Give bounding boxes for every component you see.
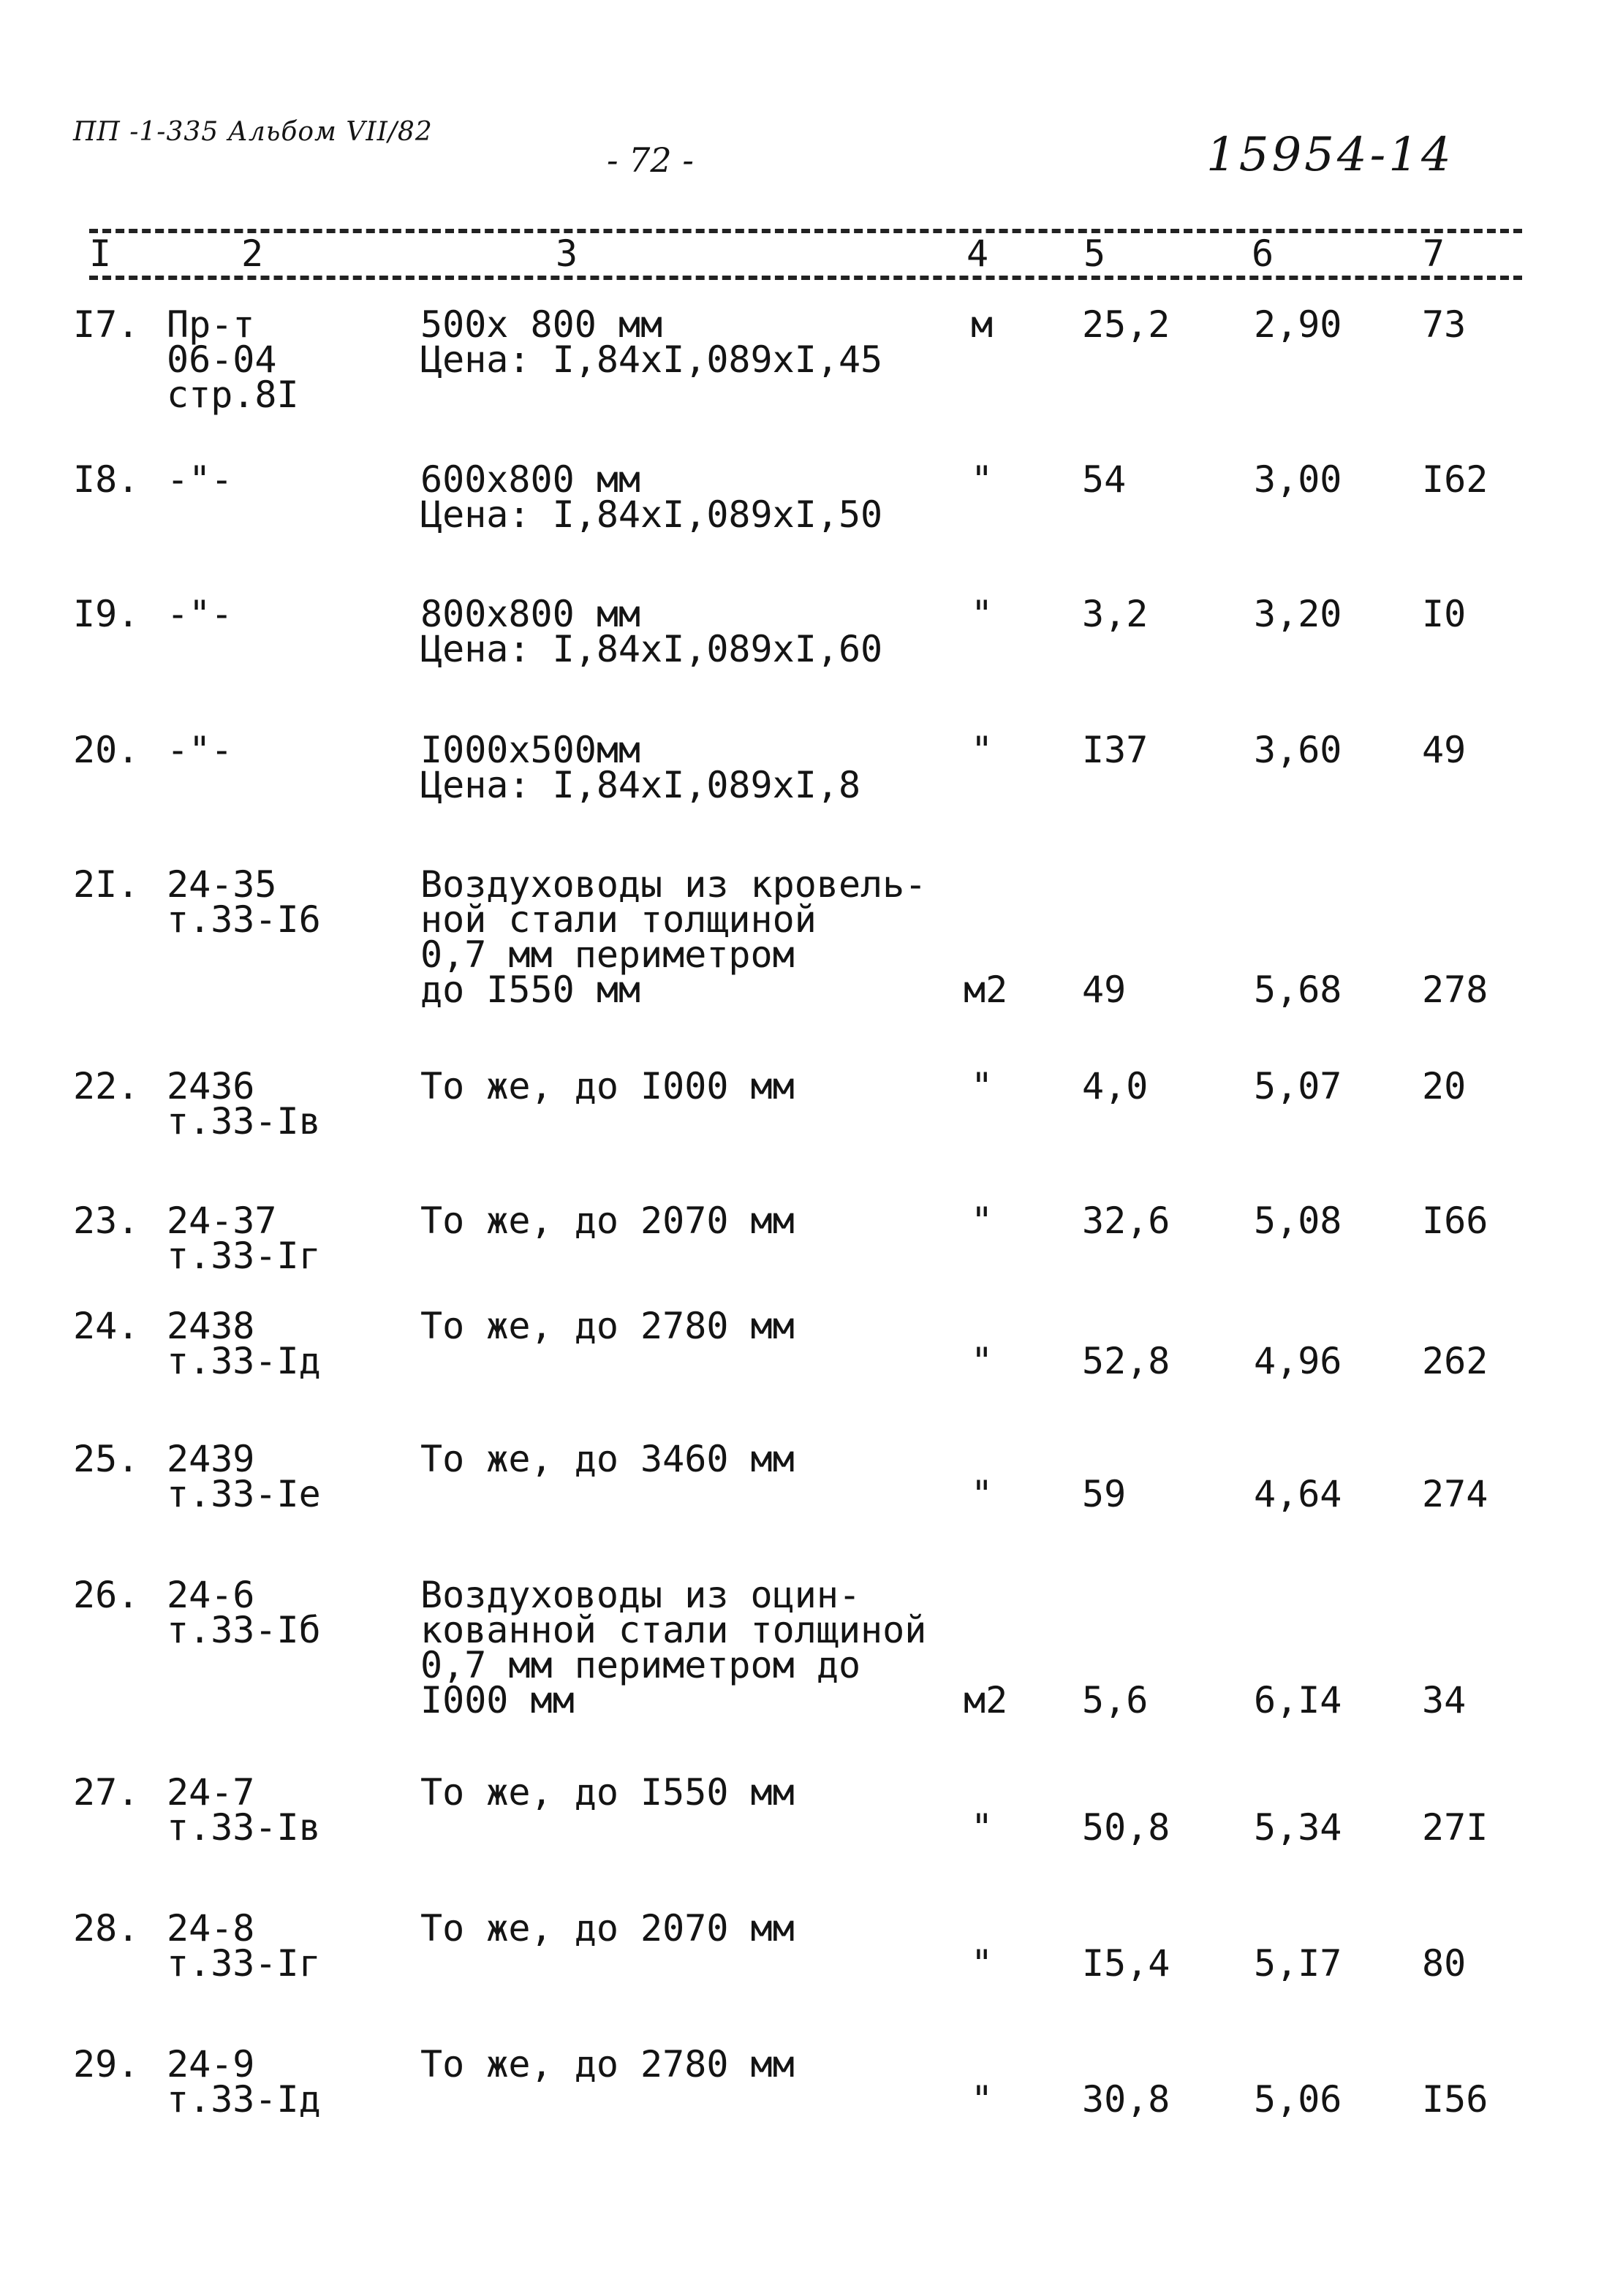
row-number: 26. <box>73 1574 140 1616</box>
total: 49 <box>1422 729 1467 771</box>
unit-price: 6,I4 <box>1254 1679 1342 1721</box>
row-number: I9. <box>73 593 140 635</box>
quantity: 54 <box>1082 458 1127 501</box>
norm-reference: 24-9 т.33-Iд <box>167 2043 321 2121</box>
unit-price: 5,08 <box>1254 1200 1342 1242</box>
unit: " <box>970 1473 994 1515</box>
quantity: 25,2 <box>1082 303 1170 346</box>
norm-reference: -"- <box>167 458 233 501</box>
quantity: 30,8 <box>1082 2078 1170 2121</box>
unit-price: 5,I7 <box>1254 1942 1342 1985</box>
unit: " <box>970 2078 994 2121</box>
item-description: То же, до 2070 мм <box>420 1200 795 1242</box>
total: 73 <box>1422 303 1467 346</box>
document-code: ПП -1-335 Альбом VII/82 <box>73 117 433 147</box>
row-number: 27. <box>73 1771 140 1814</box>
row-number: 23. <box>73 1200 140 1242</box>
quantity: 59 <box>1082 1473 1127 1515</box>
row-number: 28. <box>73 1907 140 1950</box>
total: 278 <box>1422 969 1488 1011</box>
quantity: 4,0 <box>1082 1065 1149 1107</box>
row-number: I8. <box>73 458 140 501</box>
unit-price: 3,20 <box>1254 593 1342 635</box>
item-description: 600х800 мм Цена: I,84хI,089хI,50 <box>420 458 883 536</box>
total: I62 <box>1422 458 1488 501</box>
unit: " <box>970 458 994 501</box>
norm-reference: -"- <box>167 729 233 771</box>
row-number: 25. <box>73 1438 140 1480</box>
unit-price: 4,96 <box>1254 1340 1342 1382</box>
row-number: I7. <box>73 303 140 346</box>
row-number: 20. <box>73 729 140 771</box>
norm-reference: Пр-т 06-04 стр.8I <box>167 303 299 416</box>
unit: " <box>970 729 994 771</box>
norm-reference: 2436 т.33-Iв <box>167 1065 321 1143</box>
unit-price: 5,07 <box>1254 1065 1342 1107</box>
quantity: 50,8 <box>1082 1806 1170 1849</box>
item-description: То же, до 2070 мм <box>420 1907 795 1950</box>
row-number: 24. <box>73 1305 140 1347</box>
total: 274 <box>1422 1473 1488 1515</box>
unit: м <box>970 303 994 346</box>
quantity: 32,6 <box>1082 1200 1170 1242</box>
quantity: I37 <box>1082 729 1149 771</box>
quantity: I5,4 <box>1082 1942 1170 1985</box>
unit: " <box>970 1806 994 1849</box>
unit-price: 5,06 <box>1254 2078 1342 2121</box>
column-header-4: 4 <box>966 232 989 275</box>
unit-price: 5,34 <box>1254 1806 1342 1849</box>
unit: " <box>970 1942 994 1985</box>
norm-reference: 24-37 т.33-Iг <box>167 1200 321 1277</box>
unit: " <box>970 593 994 635</box>
row-number: 29. <box>73 2043 140 2085</box>
total: 34 <box>1422 1679 1467 1721</box>
item-description: I000х500мм Цена: I,84хI,089хI,8 <box>420 729 861 806</box>
unit-price: 3,00 <box>1254 458 1342 501</box>
quantity: 5,6 <box>1082 1679 1149 1721</box>
item-description: Воздуховоды из оцин- кованной стали толщиной 0,7 мм периметром до I000 мм <box>420 1574 927 1721</box>
item-description: То же, до 3460 мм <box>420 1438 795 1480</box>
norm-reference: 2438 т.33-Iд <box>167 1305 321 1382</box>
item-description: То же, до I550 мм <box>420 1771 795 1814</box>
quantity: 52,8 <box>1082 1340 1170 1382</box>
column-header-7: 7 <box>1423 232 1445 275</box>
total: 20 <box>1422 1065 1467 1107</box>
column-header-2: 2 <box>241 232 264 275</box>
item-description: 800х800 мм Цена: I,84хI,089хI,60 <box>420 593 883 670</box>
item-description: Воздуховоды из кровель- ной стали толщиной 0,7 мм периметром до I550 мм <box>420 863 927 1011</box>
unit: м2 <box>964 969 1008 1011</box>
total: I56 <box>1422 2078 1488 2121</box>
norm-reference: 24-7 т.33-Iв <box>167 1771 321 1849</box>
norm-reference: 24-6 т.33-Iб <box>167 1574 321 1651</box>
unit-price: 4,64 <box>1254 1473 1342 1515</box>
unit: " <box>970 1065 994 1107</box>
column-header-6: 6 <box>1252 232 1274 275</box>
unit: " <box>970 1200 994 1242</box>
quantity: 3,2 <box>1082 593 1149 635</box>
norm-reference: 24-8 т.33-Iг <box>167 1907 321 1985</box>
total: I0 <box>1422 593 1467 635</box>
quantity: 49 <box>1082 969 1127 1011</box>
column-header-3: 3 <box>556 232 578 275</box>
item-description: 500х 800 мм Цена: I,84хI,089хI,45 <box>420 303 883 381</box>
item-description: То же, до 2780 мм <box>420 1305 795 1347</box>
unit: " <box>970 1340 994 1382</box>
row-number: 2I. <box>73 863 140 906</box>
unit-price: 3,60 <box>1254 729 1342 771</box>
total: 262 <box>1422 1340 1488 1382</box>
column-header-1: I <box>89 232 112 275</box>
row-number: 22. <box>73 1065 140 1107</box>
total: 80 <box>1422 1942 1467 1985</box>
total: 27I <box>1422 1806 1488 1849</box>
unit-price: 2,90 <box>1254 303 1342 346</box>
page-number: - 72 - <box>607 140 694 180</box>
document-number: 15954-14 <box>1206 128 1454 182</box>
column-header-5: 5 <box>1083 232 1106 275</box>
item-description: То же, до I000 мм <box>420 1065 795 1107</box>
total: I66 <box>1422 1200 1488 1242</box>
unit-price: 5,68 <box>1254 969 1342 1011</box>
norm-reference: -"- <box>167 593 233 635</box>
norm-reference: 24-35 т.33-I6 <box>167 863 321 941</box>
item-description: То же, до 2780 мм <box>420 2043 795 2085</box>
norm-reference: 2439 т.33-Iе <box>167 1438 321 1515</box>
unit: м2 <box>964 1679 1008 1721</box>
